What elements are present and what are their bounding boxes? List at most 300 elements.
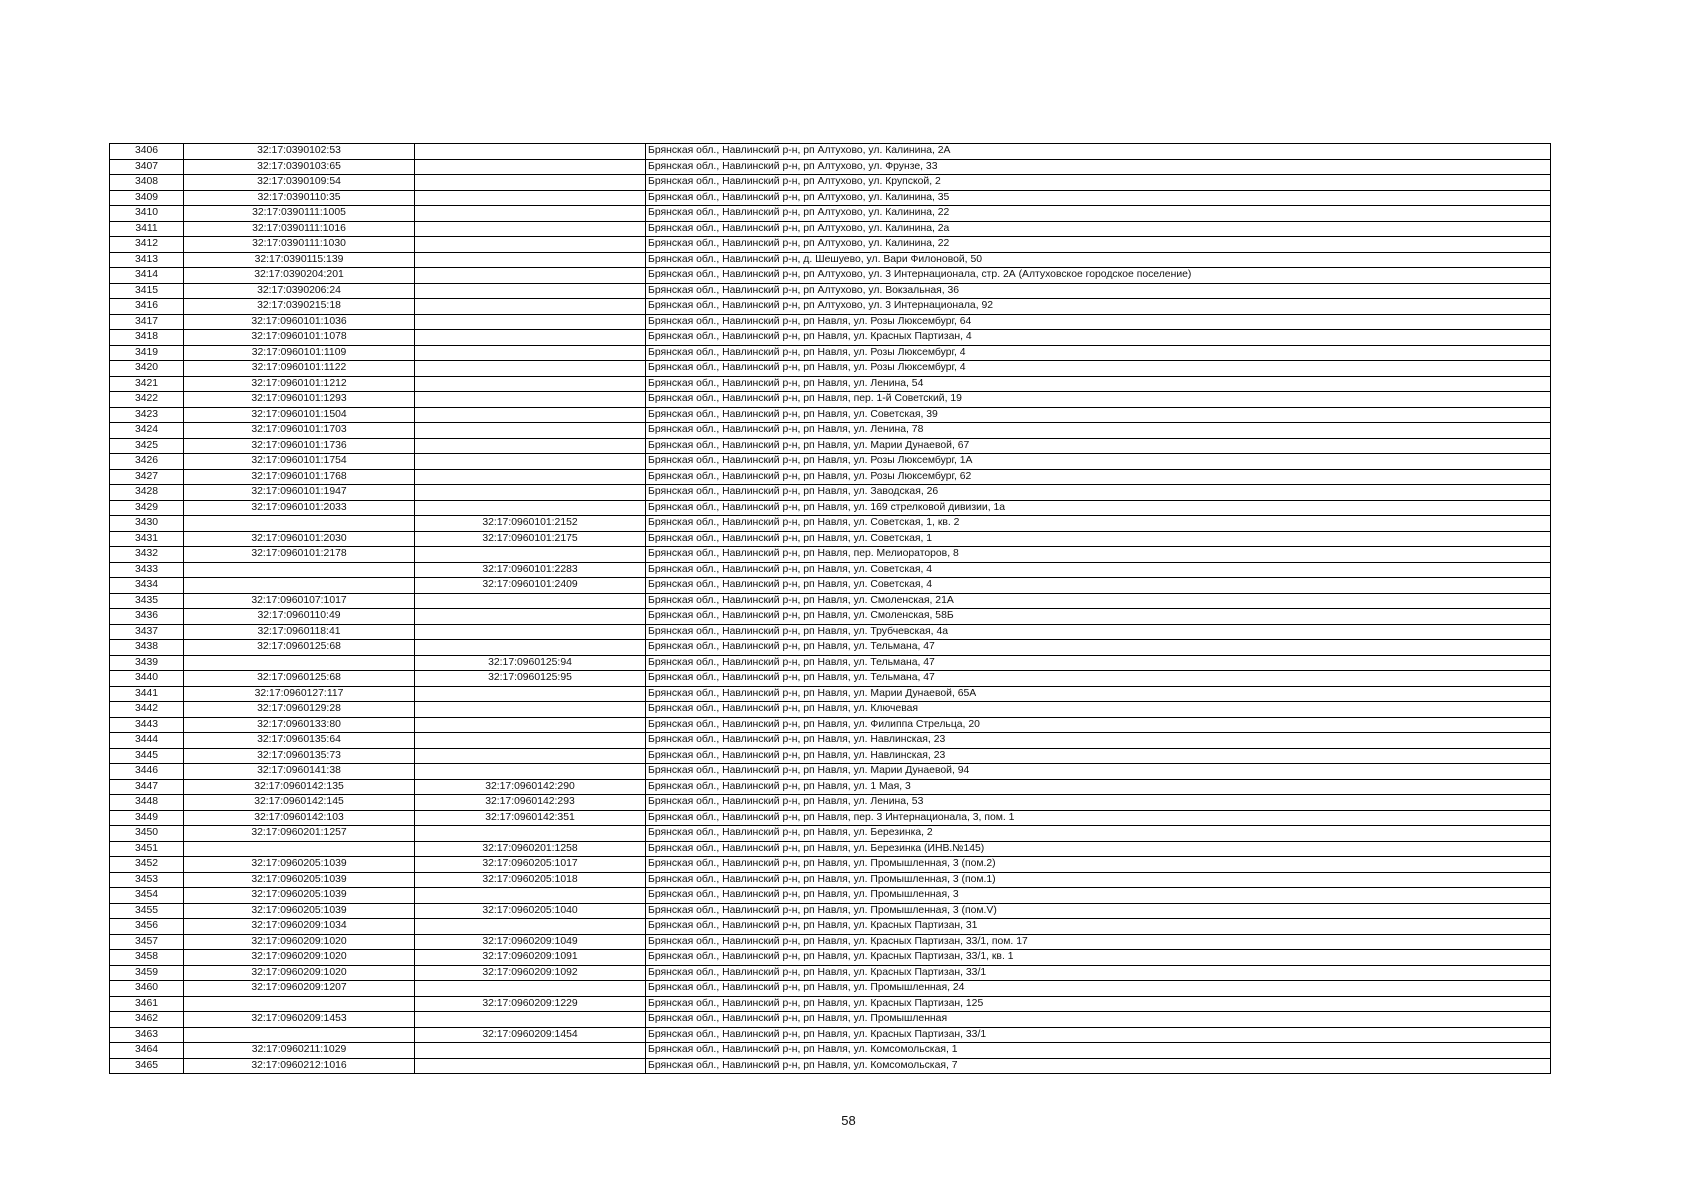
- row-number-cell: 3418: [110, 330, 184, 346]
- cadastral-number-cell: 32:17:0960101:1504: [184, 407, 415, 423]
- row-number-cell: 3411: [110, 221, 184, 237]
- related-cadastral-number-cell: 32:17:0960209:1091: [415, 950, 646, 966]
- address-cell: Брянская обл., Навлинский р-н, рп Алтухово, ул. 3 Интернационала, 92: [646, 299, 1551, 315]
- cadastral-number-cell: 32:17:0960101:2178: [184, 547, 415, 563]
- row-number-cell: 3408: [110, 175, 184, 191]
- related-cadastral-number-cell: [415, 1058, 646, 1074]
- related-cadastral-number-cell: 32:17:0960205:1040: [415, 903, 646, 919]
- row-number-cell: 3445: [110, 748, 184, 764]
- row-number-cell: 3455: [110, 903, 184, 919]
- row-number-cell: 3454: [110, 888, 184, 904]
- related-cadastral-number-cell: [415, 252, 646, 268]
- cadastral-number-cell: [184, 578, 415, 594]
- related-cadastral-number-cell: [415, 268, 646, 284]
- table-body: [110, 144, 1551, 1074]
- row-number-cell: 3434: [110, 578, 184, 594]
- row-number-cell: 3456: [110, 919, 184, 935]
- table-row: [110, 144, 1551, 160]
- cadastral-number-cell: 32:17:0960101:1947: [184, 485, 415, 501]
- related-cadastral-number-cell: [415, 330, 646, 346]
- related-cadastral-number-cell: [415, 593, 646, 609]
- cadastral-number-cell: 32:17:0960101:1109: [184, 345, 415, 361]
- table-row: [110, 361, 1551, 377]
- cadastral-number-cell: 32:17:0390111:1005: [184, 206, 415, 222]
- related-cadastral-number-cell: 32:17:0960205:1018: [415, 872, 646, 888]
- related-cadastral-number-cell: [415, 748, 646, 764]
- cadastral-number-cell: 32:17:0960209:1207: [184, 981, 415, 997]
- address-cell: Брянская обл., Навлинский р-н, рп Навля, ул. Смоленская, 58Б: [646, 609, 1551, 625]
- address-cell: Брянская обл., Навлинский р-н, рп Навля, пер. 1-й Советский, 19: [646, 392, 1551, 408]
- table-row: [110, 795, 1551, 811]
- table-row: [110, 1027, 1551, 1043]
- cadastral-number-cell: 32:17:0960212:1016: [184, 1058, 415, 1074]
- row-number-cell: 3447: [110, 779, 184, 795]
- cadastral-number-cell: 32:17:0960205:1039: [184, 888, 415, 904]
- address-cell: Брянская обл., Навлинский р-н, д. Шешуево, ул. Вари Филоновой, 50: [646, 252, 1551, 268]
- related-cadastral-number-cell: [415, 237, 646, 253]
- related-cadastral-number-cell: [415, 1012, 646, 1028]
- cadastral-number-cell: 32:17:0960125:68: [184, 640, 415, 656]
- cadastral-number-cell: 32:17:0960101:2033: [184, 500, 415, 516]
- address-cell: Брянская обл., Навлинский р-н, рп Навля, ул. Розы Люксембург, 4: [646, 345, 1551, 361]
- cadastral-number-cell: 32:17:0960125:68: [184, 671, 415, 687]
- cadastral-number-cell: 32:17:0960209:1453: [184, 1012, 415, 1028]
- table-row: [110, 733, 1551, 749]
- related-cadastral-number-cell: [415, 500, 646, 516]
- address-cell: Брянская обл., Навлинский р-н, рп Навля, ул. Ленина, 78: [646, 423, 1551, 439]
- table-row: [110, 640, 1551, 656]
- row-number-cell: 3410: [110, 206, 184, 222]
- related-cadastral-number-cell: 32:17:0960101:2409: [415, 578, 646, 594]
- related-cadastral-number-cell: [415, 919, 646, 935]
- address-cell: Брянская обл., Навлинский р-н, рп Алтухово, ул. Крупской, 2: [646, 175, 1551, 191]
- address-cell: Брянская обл., Навлинский р-н, рп Навля, ул. Красных Партизан, 33/1: [646, 1027, 1551, 1043]
- related-cadastral-number-cell: 32:17:0960205:1017: [415, 857, 646, 873]
- table-row: [110, 888, 1551, 904]
- table-row: [110, 330, 1551, 346]
- related-cadastral-number-cell: 32:17:0960101:2152: [415, 516, 646, 532]
- address-cell: Брянская обл., Навлинский р-н, рп Навля, ул. Советская, 1, кв. 2: [646, 516, 1551, 532]
- cadastral-number-cell: 32:17:0960205:1039: [184, 857, 415, 873]
- row-number-cell: 3417: [110, 314, 184, 330]
- row-number-cell: 3414: [110, 268, 184, 284]
- row-number-cell: 3441: [110, 686, 184, 702]
- address-cell: Брянская обл., Навлинский р-н, рп Навля, ул. Советская, 39: [646, 407, 1551, 423]
- table-row: [110, 686, 1551, 702]
- related-cadastral-number-cell: [415, 392, 646, 408]
- address-cell: Брянская обл., Навлинский р-н, рп Навля, ул. Филиппа Стрельца, 20: [646, 717, 1551, 733]
- address-cell: Брянская обл., Навлинский р-н, рп Навля, ул. Тельмана, 47: [646, 655, 1551, 671]
- related-cadastral-number-cell: [415, 190, 646, 206]
- row-number-cell: 3421: [110, 376, 184, 392]
- table-row: [110, 919, 1551, 935]
- address-cell: Брянская обл., Навлинский р-н, рп Навля, ул. Розы Люксембург, 4: [646, 361, 1551, 377]
- cadastral-number-cell: 32:17:0960201:1257: [184, 826, 415, 842]
- row-number-cell: 3433: [110, 562, 184, 578]
- cadastral-number-cell: 32:17:0960101:1754: [184, 454, 415, 470]
- cadastral-number-cell: [184, 562, 415, 578]
- address-cell: Брянская обл., Навлинский р-н, рп Навля, ул. Розы Люксембург, 64: [646, 314, 1551, 330]
- cadastral-number-cell: 32:17:0960205:1039: [184, 903, 415, 919]
- related-cadastral-number-cell: [415, 144, 646, 160]
- related-cadastral-number-cell: [415, 206, 646, 222]
- row-number-cell: 3453: [110, 872, 184, 888]
- row-number-cell: 3426: [110, 454, 184, 470]
- address-cell: Брянская обл., Навлинский р-н, рп Навля, ул. Тельмана, 47: [646, 671, 1551, 687]
- address-cell: Брянская обл., Навлинский р-н, рп Навля, ул. Красных Партизан, 31: [646, 919, 1551, 935]
- address-cell: Брянская обл., Навлинский р-н, рп Навля, ул. Красных Партизан, 33/1, пом. 17: [646, 934, 1551, 950]
- cadastral-number-cell: 32:17:0960135:73: [184, 748, 415, 764]
- row-number-cell: 3448: [110, 795, 184, 811]
- table-row: [110, 438, 1551, 454]
- address-cell: Брянская обл., Навлинский р-н, рп Навля, ул. Промышленная, 24: [646, 981, 1551, 997]
- related-cadastral-number-cell: 32:17:0960125:95: [415, 671, 646, 687]
- cadastral-number-cell: 32:17:0960211:1029: [184, 1043, 415, 1059]
- row-number-cell: 3407: [110, 159, 184, 175]
- table-row: [110, 841, 1551, 857]
- table-row: [110, 950, 1551, 966]
- related-cadastral-number-cell: 32:17:0960209:1454: [415, 1027, 646, 1043]
- row-number-cell: 3423: [110, 407, 184, 423]
- page-number: 58: [841, 1113, 856, 1128]
- cadastral-number-cell: 32:17:0960101:1293: [184, 392, 415, 408]
- row-number-cell: 3459: [110, 965, 184, 981]
- related-cadastral-number-cell: 32:17:0960101:2283: [415, 562, 646, 578]
- row-number-cell: 3443: [110, 717, 184, 733]
- related-cadastral-number-cell: 32:17:0960209:1049: [415, 934, 646, 950]
- address-cell: Брянская обл., Навлинский р-н, рп Навля, ул. Марии Дунаевой, 94: [646, 764, 1551, 780]
- address-cell: Брянская обл., Навлинский р-н, рп Алтухово, ул. Калинина, 22: [646, 206, 1551, 222]
- address-cell: Брянская обл., Навлинский р-н, рп Алтухово, ул. Калинина, 2А: [646, 144, 1551, 160]
- cadastral-number-cell: 32:17:0960101:2030: [184, 531, 415, 547]
- table-row: [110, 578, 1551, 594]
- row-number-cell: 3425: [110, 438, 184, 454]
- address-cell: Брянская обл., Навлинский р-н, рп Навля, ул. Заводская, 26: [646, 485, 1551, 501]
- table-row: [110, 981, 1551, 997]
- table-row: [110, 206, 1551, 222]
- row-number-cell: 3463: [110, 1027, 184, 1043]
- table-row: [110, 547, 1551, 563]
- related-cadastral-number-cell: [415, 717, 646, 733]
- address-cell: Брянская обл., Навлинский р-н, рп Навля, ул. Красных Партизан, 33/1: [646, 965, 1551, 981]
- cadastral-number-cell: 32:17:0960101:1078: [184, 330, 415, 346]
- table-row: [110, 252, 1551, 268]
- address-cell: Брянская обл., Навлинский р-н, рп Навля, ул. Навлинская, 23: [646, 733, 1551, 749]
- related-cadastral-number-cell: [415, 1043, 646, 1059]
- table-row: [110, 1058, 1551, 1074]
- address-cell: Брянская обл., Навлинский р-н, рп Навля, ул. Промышленная: [646, 1012, 1551, 1028]
- address-cell: Брянская обл., Навлинский р-н, рп Навля, ул. Трубчевская, 4а: [646, 624, 1551, 640]
- table-row: [110, 392, 1551, 408]
- cadastral-number-cell: 32:17:0960101:1122: [184, 361, 415, 377]
- cadastral-number-cell: 32:17:0390109:54: [184, 175, 415, 191]
- table-row: [110, 268, 1551, 284]
- table-row: [110, 531, 1551, 547]
- row-number-cell: 3440: [110, 671, 184, 687]
- table-row: [110, 857, 1551, 873]
- row-number-cell: 3415: [110, 283, 184, 299]
- related-cadastral-number-cell: 32:17:0960142:351: [415, 810, 646, 826]
- cadastral-number-cell: 32:17:0960101:1212: [184, 376, 415, 392]
- cadastral-number-cell: [184, 996, 415, 1012]
- cadastral-number-cell: 32:17:0390204:201: [184, 268, 415, 284]
- address-cell: Брянская обл., Навлинский р-н, рп Навля, ул. Красных Партизан, 4: [646, 330, 1551, 346]
- cadastral-number-cell: 32:17:0960101:1703: [184, 423, 415, 439]
- table-row: [110, 593, 1551, 609]
- property-table: [109, 143, 1551, 1074]
- related-cadastral-number-cell: [415, 547, 646, 563]
- row-number-cell: 3413: [110, 252, 184, 268]
- related-cadastral-number-cell: [415, 485, 646, 501]
- table-row: [110, 314, 1551, 330]
- address-cell: Брянская обл., Навлинский р-н, рп Навля, ул. Марии Дунаевой, 65А: [646, 686, 1551, 702]
- related-cadastral-number-cell: 32:17:0960101:2175: [415, 531, 646, 547]
- related-cadastral-number-cell: [415, 826, 646, 842]
- row-number-cell: 3451: [110, 841, 184, 857]
- address-cell: Брянская обл., Навлинский р-н, рп Навля, ул. Красных Партизан, 33/1, кв. 1: [646, 950, 1551, 966]
- related-cadastral-number-cell: [415, 314, 646, 330]
- table-row: [110, 702, 1551, 718]
- table-row: [110, 826, 1551, 842]
- cadastral-number-cell: 32:17:0960205:1039: [184, 872, 415, 888]
- row-number-cell: 3406: [110, 144, 184, 160]
- row-number-cell: 3457: [110, 934, 184, 950]
- cadastral-number-cell: 32:17:0960135:64: [184, 733, 415, 749]
- cadastral-number-cell: 32:17:0960101:1768: [184, 469, 415, 485]
- cadastral-number-cell: 32:17:0390102:53: [184, 144, 415, 160]
- address-cell: Брянская обл., Навлинский р-н, рп Навля, ул. Ленина, 53: [646, 795, 1551, 811]
- related-cadastral-number-cell: [415, 764, 646, 780]
- table-row: [110, 609, 1551, 625]
- cadastral-number-cell: 32:17:0960118:41: [184, 624, 415, 640]
- cadastral-number-cell: [184, 516, 415, 532]
- cadastral-number-cell: 32:17:0960142:145: [184, 795, 415, 811]
- table-row: [110, 810, 1551, 826]
- table-row: [110, 237, 1551, 253]
- cadastral-number-cell: 32:17:0960209:1034: [184, 919, 415, 935]
- related-cadastral-number-cell: 32:17:0960142:290: [415, 779, 646, 795]
- related-cadastral-number-cell: [415, 376, 646, 392]
- table-row: [110, 872, 1551, 888]
- related-cadastral-number-cell: [415, 283, 646, 299]
- related-cadastral-number-cell: [415, 640, 646, 656]
- row-number-cell: 3458: [110, 950, 184, 966]
- table-row: [110, 454, 1551, 470]
- row-number-cell: 3419: [110, 345, 184, 361]
- address-cell: Брянская обл., Навлинский р-н, рп Навля, ул. Советская, 1: [646, 531, 1551, 547]
- cadastral-number-cell: 32:17:0390115:139: [184, 252, 415, 268]
- related-cadastral-number-cell: 32:17:0960209:1229: [415, 996, 646, 1012]
- cadastral-number-cell: 32:17:0960141:38: [184, 764, 415, 780]
- address-cell: Брянская обл., Навлинский р-н, рп Навля, ул. Березинка (ИНВ.№145): [646, 841, 1551, 857]
- cadastral-number-cell: 32:17:0390111:1030: [184, 237, 415, 253]
- address-cell: Брянская обл., Навлинский р-н, рп Навля, ул. Марии Дунаевой, 67: [646, 438, 1551, 454]
- cadastral-number-cell: 32:17:0960209:1020: [184, 934, 415, 950]
- address-cell: Брянская обл., Навлинский р-н, рп Навля, пер. 3 Интернационала, 3, пом. 1: [646, 810, 1551, 826]
- address-cell: Брянская обл., Навлинский р-н, рп Навля, ул. Навлинская, 23: [646, 748, 1551, 764]
- row-number-cell: 3449: [110, 810, 184, 826]
- table-row: [110, 345, 1551, 361]
- cadastral-number-cell: 32:17:0960133:80: [184, 717, 415, 733]
- address-cell: Брянская обл., Навлинский р-н, рп Навля, ул. Ключевая: [646, 702, 1551, 718]
- related-cadastral-number-cell: [415, 469, 646, 485]
- related-cadastral-number-cell: 32:17:0960142:293: [415, 795, 646, 811]
- address-cell: Брянская обл., Навлинский р-н, рп Алтухово, ул. Калинина, 2а: [646, 221, 1551, 237]
- row-number-cell: 3465: [110, 1058, 184, 1074]
- row-number-cell: 3429: [110, 500, 184, 516]
- address-cell: Брянская обл., Навлинский р-н, рп Навля, ул. Комсомольская, 1: [646, 1043, 1551, 1059]
- table-row: [110, 423, 1551, 439]
- row-number-cell: 3431: [110, 531, 184, 547]
- related-cadastral-number-cell: 32:17:0960201:1258: [415, 841, 646, 857]
- cadastral-number-cell: 32:17:0960107:1017: [184, 593, 415, 609]
- table-row: [110, 175, 1551, 191]
- row-number-cell: 3420: [110, 361, 184, 377]
- table-row: [110, 299, 1551, 315]
- table-row: [110, 996, 1551, 1012]
- related-cadastral-number-cell: [415, 702, 646, 718]
- cadastral-number-cell: 32:17:0960142:135: [184, 779, 415, 795]
- row-number-cell: 3446: [110, 764, 184, 780]
- table-row: [110, 764, 1551, 780]
- address-cell: Брянская обл., Навлинский р-н, рп Навля, ул. Ленина, 54: [646, 376, 1551, 392]
- address-cell: Брянская обл., Навлинский р-н, рп Навля, пер. Мелиораторов, 8: [646, 547, 1551, 563]
- row-number-cell: 3409: [110, 190, 184, 206]
- row-number-cell: 3461: [110, 996, 184, 1012]
- address-cell: Брянская обл., Навлинский р-н, рп Алтухово, ул. Калинина, 35: [646, 190, 1551, 206]
- cadastral-number-cell: 32:17:0960127:117: [184, 686, 415, 702]
- table-row: [110, 190, 1551, 206]
- cadastral-number-cell: 32:17:0390103:65: [184, 159, 415, 175]
- row-number-cell: 3422: [110, 392, 184, 408]
- cadastral-number-cell: 32:17:0960101:1736: [184, 438, 415, 454]
- cadastral-number-cell: [184, 841, 415, 857]
- related-cadastral-number-cell: [415, 888, 646, 904]
- address-cell: Брянская обл., Навлинский р-н, рп Алтухово, ул. 3 Интернационала, стр. 2А (Алтуховское городское поселение): [646, 268, 1551, 284]
- row-number-cell: 3435: [110, 593, 184, 609]
- table-row: [110, 965, 1551, 981]
- address-cell: Брянская обл., Навлинский р-н, рп Навля, ул. 169 стрелковой дивизии, 1а: [646, 500, 1551, 516]
- related-cadastral-number-cell: [415, 407, 646, 423]
- related-cadastral-number-cell: [415, 438, 646, 454]
- row-number-cell: 3428: [110, 485, 184, 501]
- cadastral-number-cell: 32:17:0390215:18: [184, 299, 415, 315]
- row-number-cell: 3439: [110, 655, 184, 671]
- row-number-cell: 3430: [110, 516, 184, 532]
- table-row: [110, 485, 1551, 501]
- address-cell: Брянская обл., Навлинский р-н, рп Алтухово, ул. Калинина, 22: [646, 237, 1551, 253]
- table-row: [110, 903, 1551, 919]
- related-cadastral-number-cell: [415, 686, 646, 702]
- related-cadastral-number-cell: [415, 609, 646, 625]
- row-number-cell: 3462: [110, 1012, 184, 1028]
- cadastral-number-cell: 32:17:0960101:1036: [184, 314, 415, 330]
- address-cell: Брянская обл., Навлинский р-н, рп Навля, ул. Березинка, 2: [646, 826, 1551, 842]
- row-number-cell: 3416: [110, 299, 184, 315]
- address-cell: Брянская обл., Навлинский р-н, рп Навля, ул. Розы Люксембург, 1А: [646, 454, 1551, 470]
- address-cell: Брянская обл., Навлинский р-н, рп Навля, ул. Промышленная, 3: [646, 888, 1551, 904]
- table-row: [110, 376, 1551, 392]
- table-row: [110, 624, 1551, 640]
- cadastral-number-cell: 32:17:0960110:49: [184, 609, 415, 625]
- row-number-cell: 3427: [110, 469, 184, 485]
- table-row: [110, 748, 1551, 764]
- row-number-cell: 3464: [110, 1043, 184, 1059]
- table-row: [110, 469, 1551, 485]
- table-row: [110, 671, 1551, 687]
- related-cadastral-number-cell: [415, 221, 646, 237]
- cadastral-number-cell: 32:17:0960209:1020: [184, 950, 415, 966]
- cadastral-number-cell: 32:17:0390111:1016: [184, 221, 415, 237]
- table-row: [110, 655, 1551, 671]
- cadastral-number-cell: 32:17:0960209:1020: [184, 965, 415, 981]
- address-cell: Брянская обл., Навлинский р-н, рп Навля, ул. Тельмана, 47: [646, 640, 1551, 656]
- address-cell: Брянская обл., Навлинский р-н, рп Навля, ул. Комсомольская, 7: [646, 1058, 1551, 1074]
- address-cell: Брянская обл., Навлинский р-н, рп Навля, ул. Советская, 4: [646, 562, 1551, 578]
- row-number-cell: 3444: [110, 733, 184, 749]
- row-number-cell: 3442: [110, 702, 184, 718]
- related-cadastral-number-cell: [415, 345, 646, 361]
- address-cell: Брянская обл., Навлинский р-н, рп Навля, ул. Промышленная, 3 (пом.V): [646, 903, 1551, 919]
- row-number-cell: 3436: [110, 609, 184, 625]
- row-number-cell: 3452: [110, 857, 184, 873]
- address-cell: Брянская обл., Навлинский р-н, рп Навля, ул. Красных Партизан, 125: [646, 996, 1551, 1012]
- cadastral-number-cell: [184, 1027, 415, 1043]
- row-number-cell: 3437: [110, 624, 184, 640]
- address-cell: Брянская обл., Навлинский р-н, рп Алтухово, ул. Фрунзе, 33: [646, 159, 1551, 175]
- row-number-cell: 3450: [110, 826, 184, 842]
- row-number-cell: 3432: [110, 547, 184, 563]
- row-number-cell: 3424: [110, 423, 184, 439]
- related-cadastral-number-cell: [415, 733, 646, 749]
- related-cadastral-number-cell: [415, 454, 646, 470]
- address-cell: Брянская обл., Навлинский р-н, рп Навля, ул. Промышленная, 3 (пом.1): [646, 872, 1551, 888]
- address-cell: Брянская обл., Навлинский р-н, рп Навля, ул. Советская, 4: [646, 578, 1551, 594]
- related-cadastral-number-cell: [415, 299, 646, 315]
- table-row: [110, 1012, 1551, 1028]
- address-cell: Брянская обл., Навлинский р-н, рп Навля, ул. Розы Люксембург, 62: [646, 469, 1551, 485]
- related-cadastral-number-cell: [415, 423, 646, 439]
- address-cell: Брянская обл., Навлинский р-н, рп Навля, ул. 1 Мая, 3: [646, 779, 1551, 795]
- cadastral-number-cell: 32:17:0960129:28: [184, 702, 415, 718]
- related-cadastral-number-cell: [415, 624, 646, 640]
- cadastral-number-cell: 32:17:0390206:24: [184, 283, 415, 299]
- table-row: [110, 779, 1551, 795]
- related-cadastral-number-cell: [415, 361, 646, 377]
- table-row: [110, 934, 1551, 950]
- table-row: [110, 500, 1551, 516]
- address-cell: Брянская обл., Навлинский р-н, рп Навля, ул. Промышленная, 3 (пом.2): [646, 857, 1551, 873]
- cadastral-number-cell: 32:17:0960142:103: [184, 810, 415, 826]
- table-row: [110, 159, 1551, 175]
- row-number-cell: 3438: [110, 640, 184, 656]
- table-row: [110, 562, 1551, 578]
- table-row: [110, 516, 1551, 532]
- table-row: [110, 717, 1551, 733]
- row-number-cell: 3412: [110, 237, 184, 253]
- related-cadastral-number-cell: [415, 159, 646, 175]
- related-cadastral-number-cell: [415, 175, 646, 191]
- cadastral-number-cell: 32:17:0390110:35: [184, 190, 415, 206]
- related-cadastral-number-cell: [415, 981, 646, 997]
- table-row: [110, 283, 1551, 299]
- table-row: [110, 1043, 1551, 1059]
- address-cell: Брянская обл., Навлинский р-н, рп Алтухово, ул. Вокзальная, 36: [646, 283, 1551, 299]
- related-cadastral-number-cell: 32:17:0960125:94: [415, 655, 646, 671]
- address-cell: Брянская обл., Навлинский р-н, рп Навля, ул. Смоленская, 21А: [646, 593, 1551, 609]
- related-cadastral-number-cell: 32:17:0960209:1092: [415, 965, 646, 981]
- row-number-cell: 3460: [110, 981, 184, 997]
